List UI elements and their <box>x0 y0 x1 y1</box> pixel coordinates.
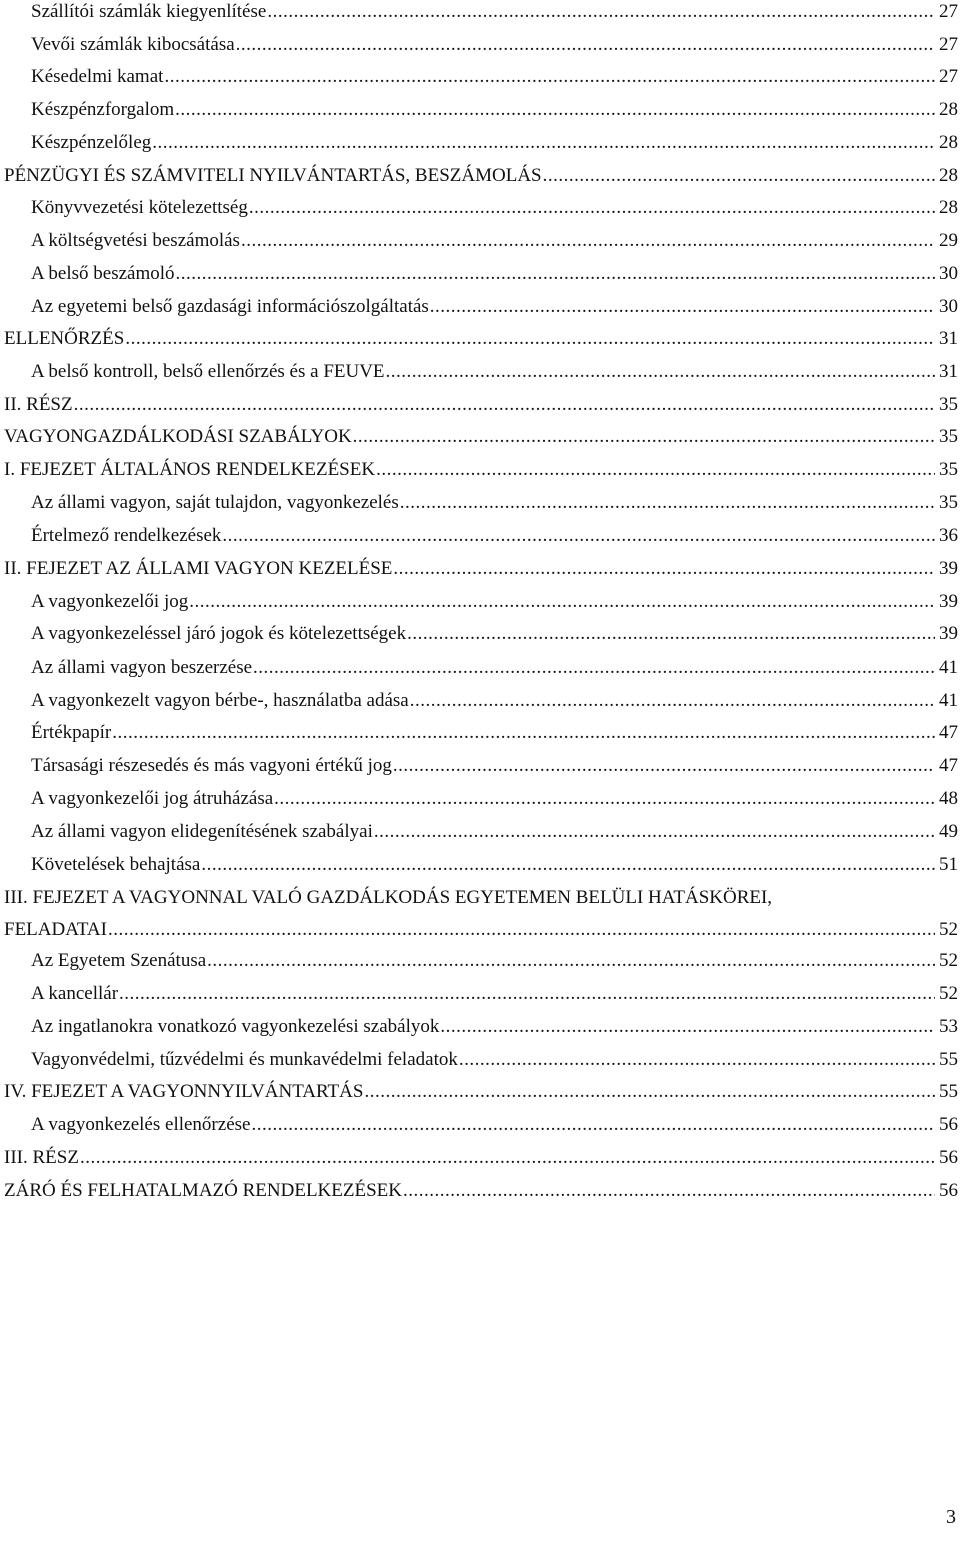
toc-entry[interactable] <box>31 0 958 28</box>
toc-entry[interactable] <box>31 815 958 848</box>
toc-entry-title: Az állami vagyon elidegenítésének szabályai <box>31 821 373 842</box>
toc-entry-page: 35 <box>939 459 958 480</box>
dot-leader <box>74 388 935 421</box>
toc-entry[interactable] <box>4 552 958 585</box>
dot-leader <box>459 1043 935 1076</box>
toc-entry[interactable] <box>31 716 958 749</box>
toc-entry-title: Vagyonvédelmi, tűzvédelmi és munkavédelmi feladatok <box>31 1049 458 1070</box>
dot-leader <box>543 159 935 192</box>
toc-entry[interactable] <box>4 322 958 355</box>
toc-entry-page: 39 <box>939 558 958 579</box>
toc-entry-page: 29 <box>939 230 958 251</box>
dot-leader <box>374 815 935 848</box>
dot-leader <box>176 257 935 290</box>
toc-entry-title: IV. FEJEZET A VAGYONNYILVÁNTARTÁS <box>4 1081 364 1102</box>
toc-entry-title: Értékpapír <box>31 722 112 743</box>
toc-entry[interactable] <box>31 191 958 224</box>
toc-entry[interactable] <box>31 944 958 977</box>
dot-leader <box>393 552 935 585</box>
dot-leader <box>386 355 935 388</box>
toc-entry-title: III. RÉSZ <box>4 1147 79 1168</box>
toc-entry-page: 36 <box>939 525 958 546</box>
toc-entry[interactable] <box>31 848 958 881</box>
toc-entry-page: 31 <box>939 328 958 349</box>
dot-leader <box>353 420 935 453</box>
toc-entry-page: 35 <box>939 394 958 415</box>
toc-entry-page: 47 <box>939 722 958 743</box>
toc-entry-title: A vagyonkezeléssel járó jogok és kötelezettségek <box>31 623 407 644</box>
dot-leader <box>189 585 935 618</box>
dot-leader <box>207 944 935 977</box>
toc-entry-title: II. RÉSZ <box>4 394 73 415</box>
dot-leader <box>267 0 935 28</box>
toc-entry-page: 35 <box>939 492 958 513</box>
toc-entry-page: 28 <box>939 99 958 120</box>
toc-entry-title: Az ingatlanokra vonatkozó vagyonkezelési szabályok <box>31 1016 440 1037</box>
toc-entry-title: A kancellár <box>31 983 119 1004</box>
toc-entry-title: Értelmező rendelkezések <box>31 525 222 546</box>
toc-entry[interactable] <box>31 28 958 61</box>
toc-entry[interactable] <box>31 93 958 126</box>
toc-entry-page: 30 <box>939 263 958 284</box>
toc-entry[interactable] <box>31 585 958 618</box>
dot-leader <box>175 93 935 126</box>
toc-entry-title: PÉNZÜGYI ÉS SZÁMVITELI NYILVÁNTARTÁS, BESZÁMOLÁS <box>4 165 542 186</box>
toc-entry[interactable] <box>31 617 958 650</box>
dot-leader <box>119 977 935 1010</box>
dot-leader <box>249 191 935 224</box>
toc-entry-page: 49 <box>939 821 958 842</box>
toc-entry-title: ZÁRÓ ÉS FELHATALMAZÓ RENDELKEZÉSEK <box>4 1180 402 1201</box>
toc-entry-title: Készpénzelőleg <box>31 132 152 153</box>
toc-entry-title: Az állami vagyon beszerzése <box>31 657 253 678</box>
dot-leader <box>236 28 935 61</box>
toc-entry-title: A vagyonkezelői jog <box>31 591 189 612</box>
toc-entry-page: 41 <box>939 690 958 711</box>
toc-entry-title: Könyvvezetési kötelezettség <box>31 197 248 218</box>
toc-entry-page: 27 <box>939 1 958 22</box>
toc-entry-page: 28 <box>939 132 958 153</box>
toc-entry-page: 55 <box>939 1049 958 1070</box>
toc-entry[interactable] <box>4 388 958 421</box>
page-number: 3 <box>946 1506 956 1528</box>
toc-entry-page: 35 <box>939 426 958 447</box>
toc-entry-title-line1: III. FEJEZET A VAGYONNAL VALÓ GAZDÁLKODÁS EGYETEMEN BELÜLI HATÁSKÖREI, <box>4 887 773 908</box>
dot-leader <box>152 126 935 159</box>
dot-leader <box>274 782 935 815</box>
toc-entry[interactable] <box>4 1075 958 1108</box>
toc-entry-title: Szállítói számlák kiegyenlítése <box>31 1 267 22</box>
toc-entry[interactable] <box>4 881 958 945</box>
toc-entry[interactable] <box>4 1141 958 1174</box>
dot-leader <box>407 617 935 650</box>
toc-entry-title: A belső beszámoló <box>31 263 175 284</box>
toc-entry-page: 56 <box>939 1147 958 1168</box>
dot-leader <box>125 322 935 355</box>
dot-leader <box>251 1108 935 1141</box>
toc-entry[interactable] <box>31 651 958 684</box>
toc-entry[interactable] <box>4 159 958 192</box>
toc-entry[interactable] <box>31 519 958 552</box>
toc-entry[interactable] <box>31 60 958 93</box>
toc-entry-page: 30 <box>939 296 958 317</box>
toc-entry-page: 47 <box>939 755 958 776</box>
toc-entry[interactable] <box>4 1174 958 1207</box>
dot-leader <box>164 60 935 93</box>
toc-entry[interactable] <box>4 453 958 486</box>
toc-entry-title: Az Egyetem Szenátusa <box>31 950 207 971</box>
toc-entry-title: ELLENŐRZÉS <box>4 328 125 349</box>
toc-entry[interactable] <box>31 1108 958 1141</box>
toc-entry-page: 53 <box>939 1016 958 1037</box>
toc-entry-page: 56 <box>939 1180 958 1201</box>
toc-entry-title: II. FEJEZET AZ ÁLLAMI VAGYON KEZELÉSE <box>4 558 393 579</box>
toc-entry-title: I. FEJEZET ÁLTALÁNOS RENDELKEZÉSEK <box>4 459 376 480</box>
dot-leader <box>400 486 935 519</box>
dot-leader <box>403 1174 935 1207</box>
toc-entry-title: Vevői számlák kibocsátása <box>31 34 235 55</box>
toc-entry-title: Követelések behajtása <box>31 854 201 875</box>
dot-leader <box>393 749 935 782</box>
toc-entry-page: 52 <box>939 950 958 971</box>
dot-leader <box>222 519 935 552</box>
toc-entry-page: 51 <box>939 854 958 875</box>
toc-entry-page: 39 <box>939 623 958 644</box>
toc-entry-title: A vagyonkezelői jog átruházása <box>31 788 274 809</box>
toc-entry-page: 31 <box>939 361 958 382</box>
toc-entry-page: 52 <box>939 919 958 940</box>
toc-entry[interactable] <box>31 355 958 388</box>
toc-entry-title: A költségvetési beszámolás <box>31 230 240 251</box>
toc-entry[interactable] <box>31 224 958 257</box>
dot-leader <box>108 914 935 945</box>
dot-leader <box>376 453 935 486</box>
dot-leader <box>364 1075 935 1108</box>
dot-leader <box>241 224 935 257</box>
toc-entry-page: 56 <box>939 1114 958 1135</box>
dot-leader <box>112 716 935 749</box>
toc-entry-title: Az állami vagyon, saját tulajdon, vagyonkezelés <box>31 492 399 513</box>
toc-entry[interactable] <box>31 977 958 1010</box>
toc-entry-title: VAGYONGAZDÁLKODÁSI SZABÁLYOK <box>4 426 352 447</box>
toc-entry[interactable] <box>31 749 958 782</box>
toc-entry-page: 52 <box>939 983 958 1004</box>
toc-entry-page: 39 <box>939 591 958 612</box>
toc-entry-page: 55 <box>939 1081 958 1102</box>
toc-entry[interactable] <box>31 486 958 519</box>
toc-entry-title: A vagyonkezelt vagyon bérbe-, használatba adása <box>31 690 409 711</box>
toc-entry[interactable] <box>31 290 958 323</box>
toc-entry-page: 28 <box>939 165 958 186</box>
toc-entry-page: 27 <box>939 34 958 55</box>
toc-entry-title: A vagyonkezelés ellenőrzése <box>31 1114 251 1135</box>
dot-leader <box>410 684 935 717</box>
toc-entry-title: Késedelmi kamat <box>31 66 164 87</box>
toc-entry-title: Társasági részesedés és más vagyoni értékű jog <box>31 755 392 776</box>
dot-leader <box>201 848 935 881</box>
toc-entry-page: 48 <box>939 788 958 809</box>
dot-leader <box>253 651 935 684</box>
dot-leader <box>430 290 935 323</box>
dot-leader <box>440 1010 935 1043</box>
toc-entry-title: Az egyetemi belső gazdasági információszolgáltatás <box>31 296 429 317</box>
toc-entry-title-line2: FELADATAI <box>4 919 107 940</box>
toc-entry[interactable] <box>31 1010 958 1043</box>
toc-entry-page: 28 <box>939 197 958 218</box>
toc-entry[interactable] <box>31 126 958 159</box>
toc-entry[interactable] <box>31 257 958 290</box>
dot-leader <box>80 1141 935 1174</box>
toc-entry[interactable] <box>31 782 958 815</box>
toc-entry[interactable] <box>31 1043 958 1076</box>
toc-entry-title: Készpénzforgalom <box>31 99 175 120</box>
toc-entry-title: A belső kontroll, belső ellenőrzés és a FEUVE <box>31 361 385 382</box>
toc-entry[interactable] <box>31 684 958 717</box>
toc-entry-page: 41 <box>939 657 958 678</box>
toc-entry-page: 27 <box>939 66 958 87</box>
toc-entry[interactable] <box>4 420 958 453</box>
